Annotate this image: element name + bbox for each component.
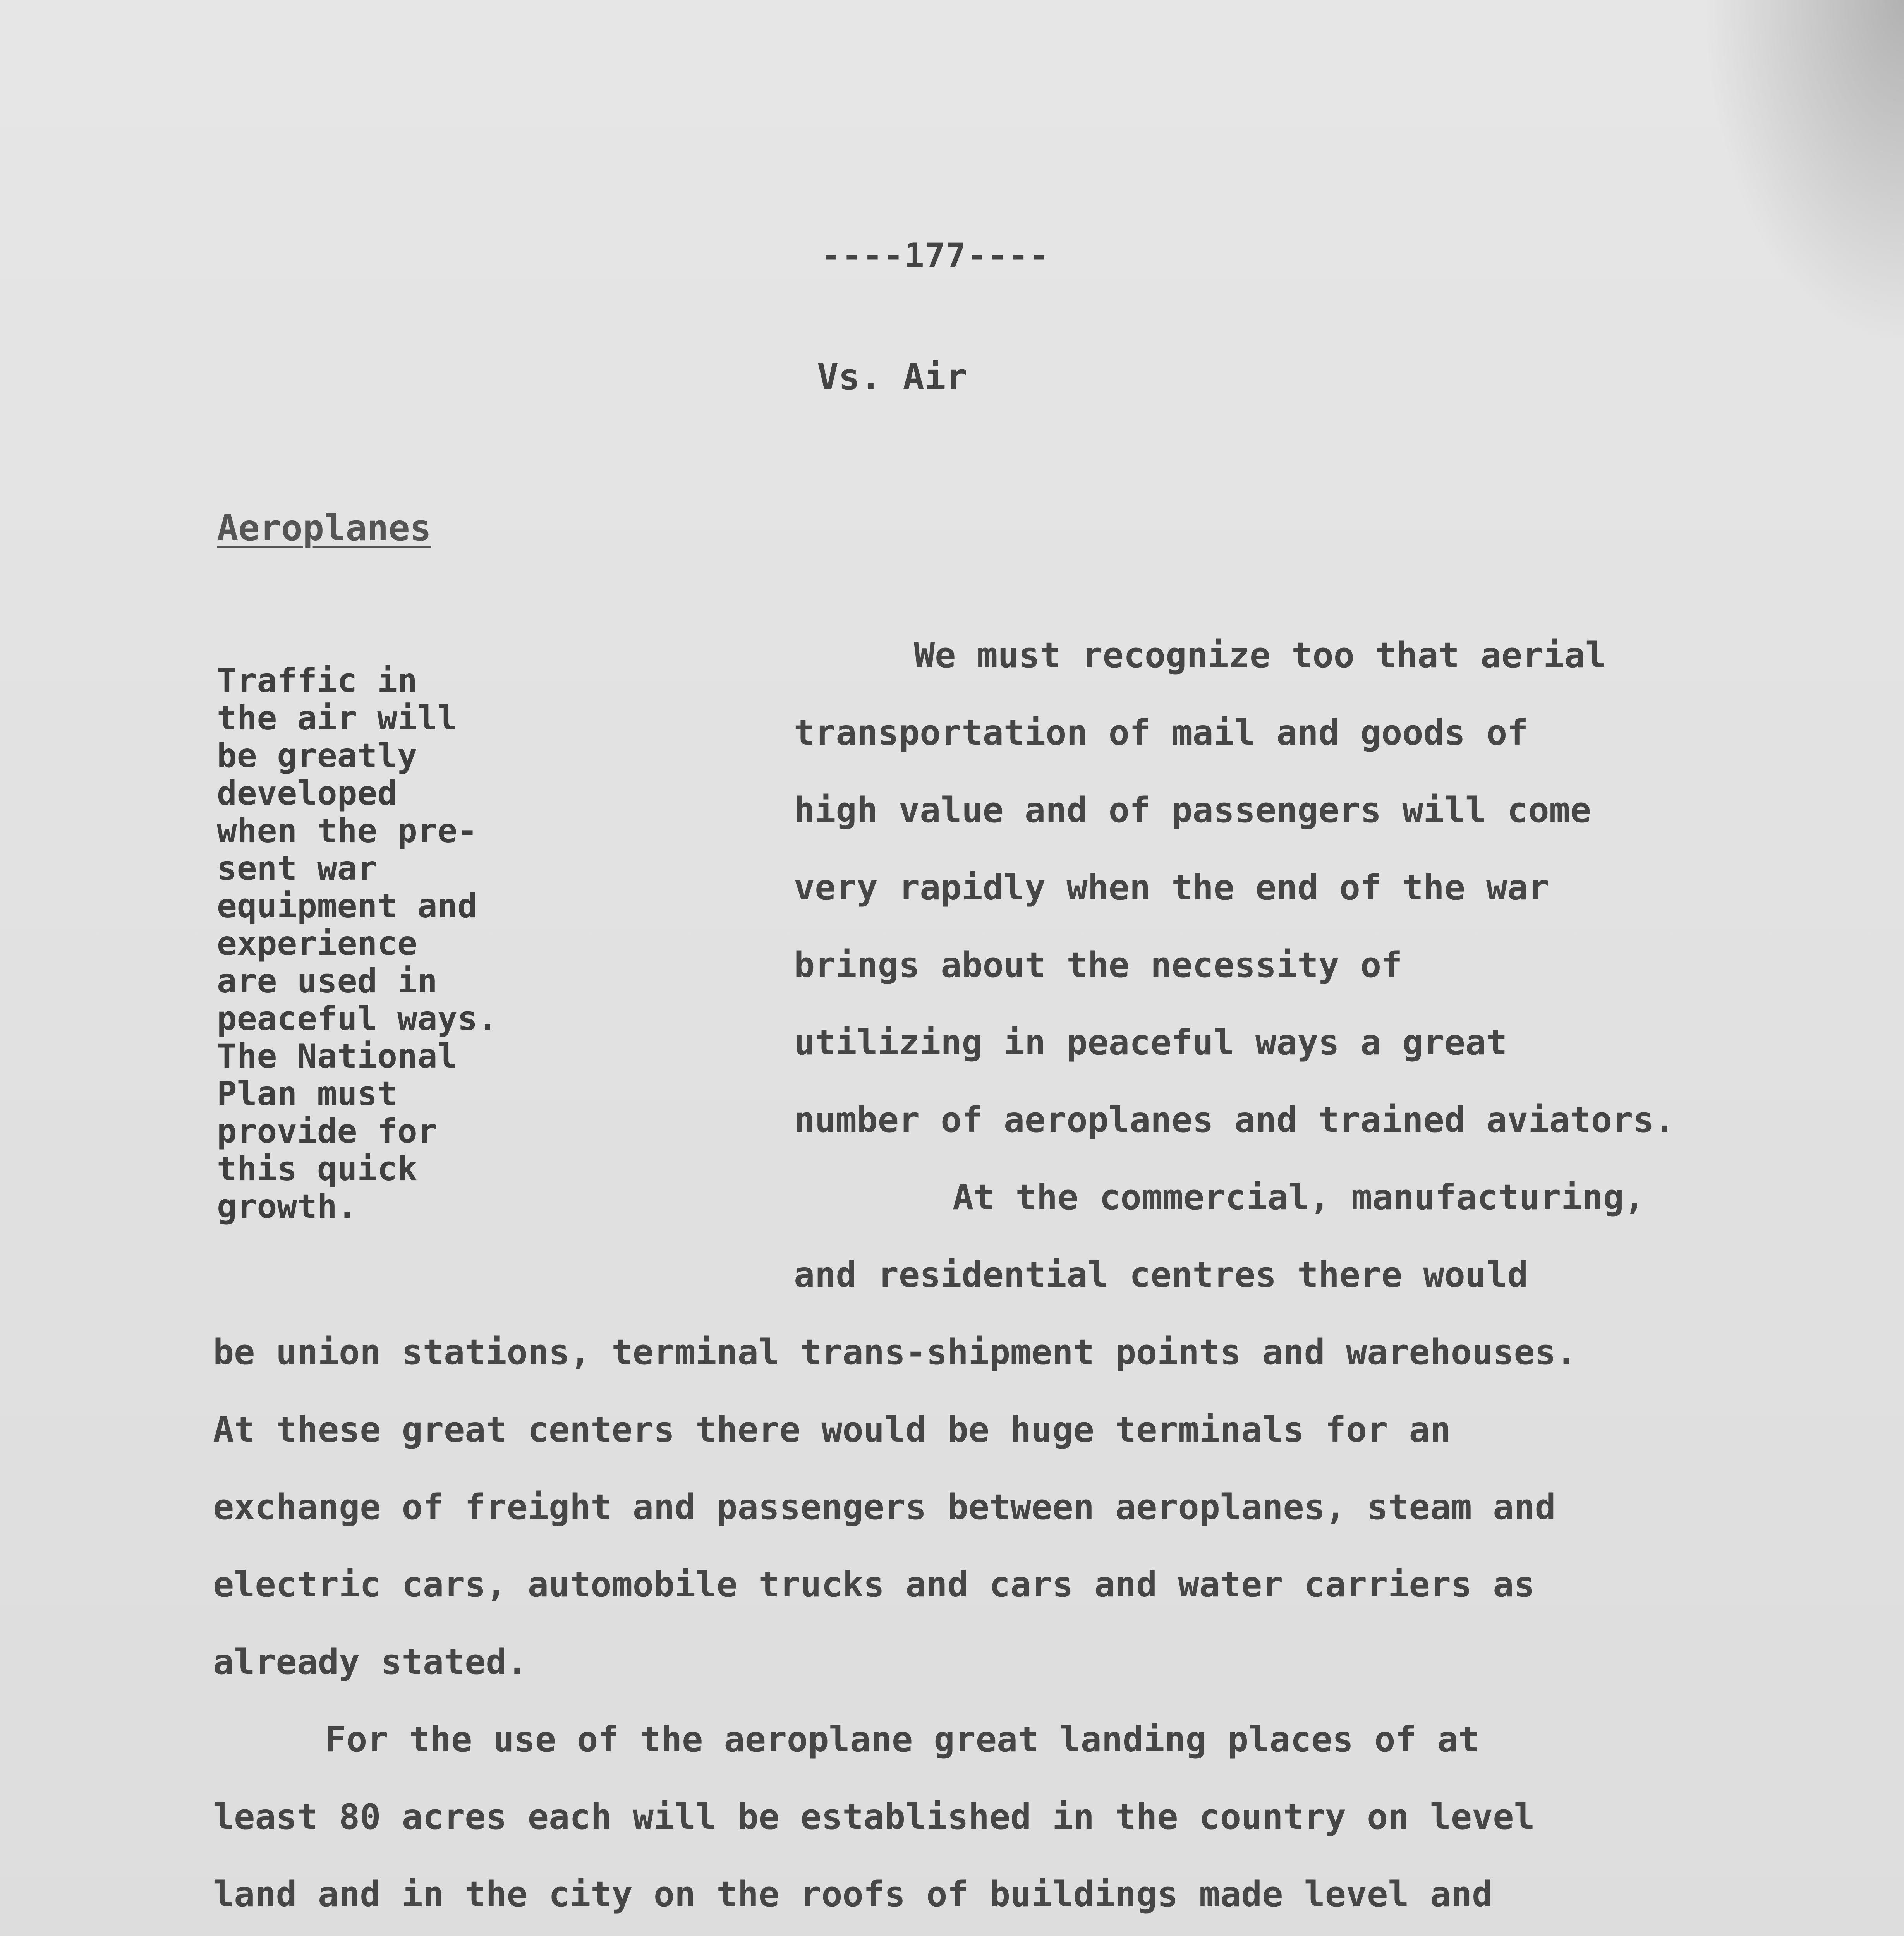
margin-note	[217, 662, 565, 1225]
margin-note-line: Traffic in	[217, 661, 417, 700]
margin-note-line: peaceful ways.	[217, 999, 498, 1038]
margin-note-line: when the pre-	[217, 812, 478, 850]
margin-note-line: Plan must	[217, 1074, 397, 1113]
margin-note-line: the air will	[217, 699, 458, 738]
section-heading: Aeroplanes	[217, 507, 431, 549]
body-line: number of aeroplanes and trained aviators.	[794, 1100, 1675, 1140]
margin-note-line: equipment and	[217, 887, 478, 925]
body-line: least 80 acres each will be established in the country on level	[213, 1797, 1535, 1837]
body-line: land and in the city on the roofs of buildings made level and	[213, 1874, 1493, 1915]
body-line: For the use of the aeroplane great landing places of at	[325, 1719, 1480, 1760]
margin-note-line: are used in	[217, 962, 438, 1001]
body-line: utilizing in peaceful ways a great	[794, 1022, 1507, 1063]
body-line: We must recognize too that aerial	[914, 635, 1607, 676]
body-line: very rapidly when the end of the war	[794, 867, 1549, 908]
body-line: high value and of passengers will come	[794, 790, 1592, 831]
body-line: At these great centers there would be huge terminals for an	[213, 1409, 1451, 1450]
body-line: At the commercial, manufacturing,	[953, 1177, 1645, 1218]
body-line: brings about the necessity of	[794, 945, 1403, 985]
margin-note-line: developed	[217, 774, 397, 813]
margin-note-line: provide for	[217, 1112, 438, 1151]
body-line: electric cars, automobile trucks and cars and water carriers as	[213, 1564, 1535, 1605]
margin-note-line: sent war	[217, 849, 378, 888]
body-line: exchange of freight and passengers between aeroplanes, steam and	[213, 1487, 1556, 1528]
document-subject: Vs. Air	[817, 356, 967, 398]
margin-note-line: growth.	[217, 1187, 357, 1226]
body-line: and residential centres there would	[794, 1255, 1528, 1295]
margin-note-line: be greatly	[217, 736, 417, 775]
margin-note-line: this quick	[217, 1150, 417, 1188]
body-line: already stated.	[213, 1642, 528, 1682]
page-number-header: ----177----	[821, 236, 1050, 275]
body-line: transportation of mail and goods of	[794, 712, 1528, 753]
margin-note-line: experience	[217, 924, 417, 963]
body-line: be union stations, terminal trans-shipment points and warehouses.	[213, 1332, 1577, 1373]
margin-note-line: The National	[217, 1037, 458, 1076]
